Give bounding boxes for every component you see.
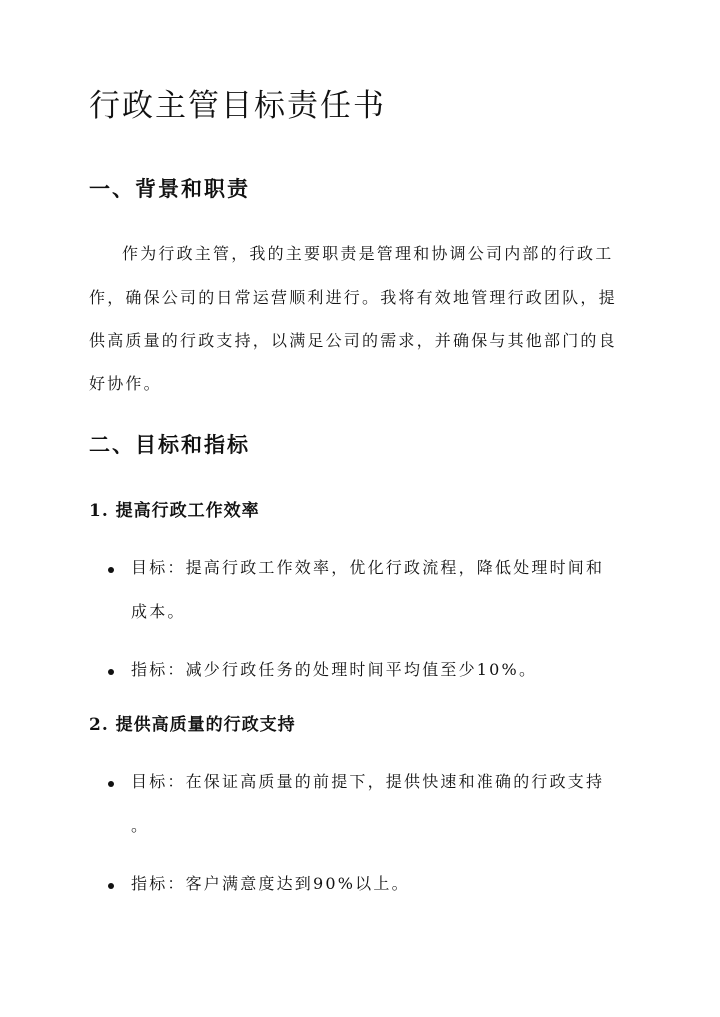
bullet-dot bbox=[108, 567, 114, 573]
paragraph-line: 供高质量的行政支持，以满足公司的需求，并确保与其他部门的良 bbox=[89, 331, 617, 350]
bullet-text-line: 指标：客户满意度达到90%以上。 bbox=[131, 874, 410, 893]
bullet-dot bbox=[108, 669, 114, 675]
document-title: 行政主管目标责任书 bbox=[89, 88, 386, 124]
paragraph-line: 作为行政主管，我的主要职责是管理和协调公司内部的行政工 bbox=[122, 244, 614, 263]
section-heading-background: 一、背景和职责 bbox=[89, 176, 250, 201]
subsection-heading-support: 2. 提供高质量的行政支持 bbox=[89, 715, 296, 735]
bullet-text-line: 。 bbox=[131, 816, 150, 835]
bullet-text-line: 成本。 bbox=[131, 602, 186, 621]
paragraph-line: 作，确保公司的日常运营顺利进行。我将有效地管理行政团队，提 bbox=[89, 288, 617, 307]
paragraph-line: 好协作。 bbox=[89, 374, 162, 393]
subsection-heading-efficiency: 1. 提高行政工作效率 bbox=[89, 501, 260, 521]
bullet-text-line: 目标：提高行政工作效率，优化行政流程，降低处理时间和 bbox=[131, 558, 605, 577]
bullet-dot bbox=[108, 781, 114, 787]
bullet-text-line: 目标：在保证高质量的前提下，提供快速和准确的行政支持 bbox=[131, 772, 605, 791]
section-heading-goals: 二、目标和指标 bbox=[89, 432, 250, 457]
bullet-dot bbox=[108, 883, 114, 889]
bullet-text-line: 指标：减少行政任务的处理时间平均值至少10%。 bbox=[131, 660, 538, 679]
